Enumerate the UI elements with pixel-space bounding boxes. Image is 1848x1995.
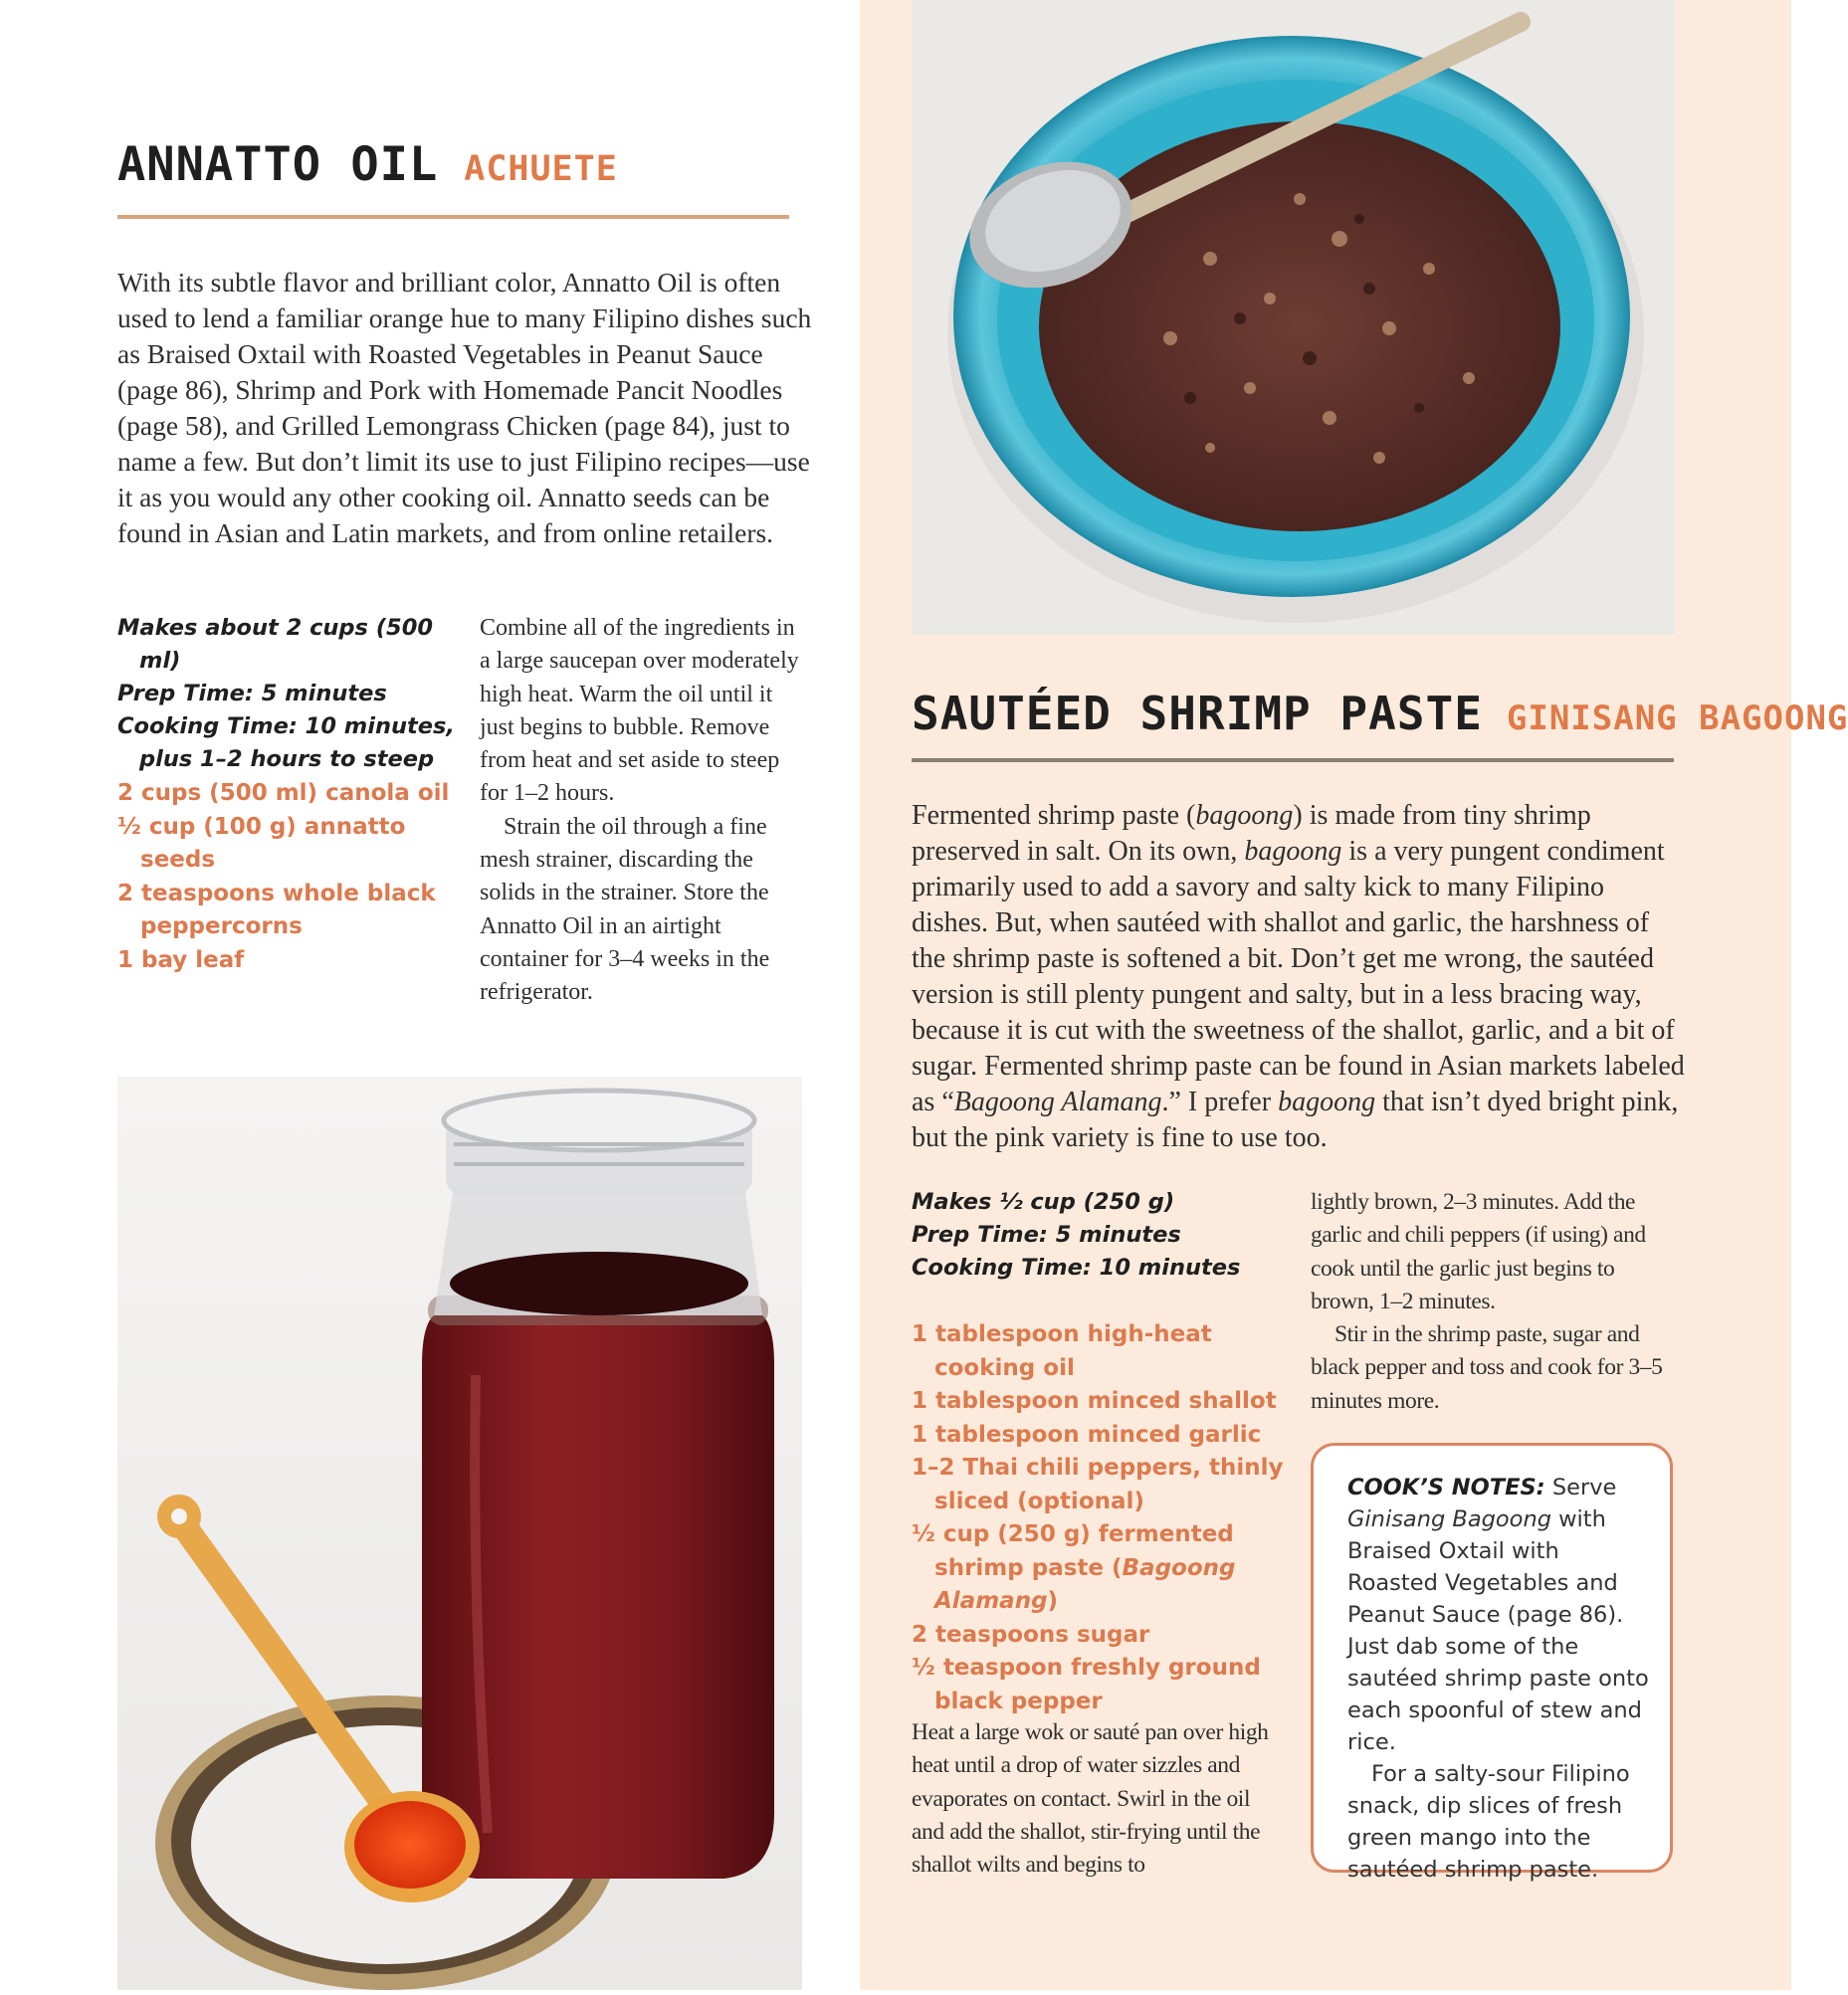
text-run: ) is made from tiny shrimp preserved in salt. On its own,	[912, 800, 1591, 867]
shrimp-meta	[912, 1186, 1290, 1285]
ingredient-item	[912, 1318, 1285, 1385]
italic-text: Ginisang Bagoong	[1347, 1506, 1551, 1532]
italic-text: Bagoong Alamang	[953, 1087, 1162, 1117]
text-run: 2 teaspoons sugar	[912, 1621, 1150, 1648]
italic-text: bagoong	[1195, 800, 1294, 831]
shrimp-yield: Makes ½ cup (250 g)	[912, 1189, 1175, 1215]
annatto-cook-time: Cooking Time: 10 minutes, plus 1–2 hours to steep	[117, 713, 455, 772]
text-run: )	[1047, 1588, 1059, 1614]
italic-text: Bagoong Alamang	[934, 1554, 1236, 1614]
shrimp-paste-bowl-image	[912, 0, 1675, 635]
ingredient-item	[912, 1518, 1285, 1619]
ingredient-item: 2 cups (500 ml) canola oil	[117, 780, 450, 806]
cooks-notes-paragraph	[1347, 1472, 1650, 1758]
ingredient-item: 2 teaspoons whole black peppercorns	[117, 880, 436, 939]
shrimp-cook-time: Cooking Time: 10 minutes	[912, 1255, 1241, 1281]
text-run: 1 tablespoon minced shallot	[912, 1388, 1277, 1414]
annatto-oil-jar-image	[117, 1077, 802, 1990]
text-run: 1 tablespoon high-heat cooking oil	[912, 1321, 1212, 1381]
annatto-yield: Makes about 2 cups (500 ml)	[117, 615, 433, 674]
method-paragraph: Strain the oil through a fine mesh strainer, discarding the solids in the strainer. Store the Annatto Oil in an airtight container for 3–4 weeks in the refrigerator.	[480, 813, 770, 1006]
annatto-title-rule	[117, 215, 789, 219]
text-run: .” I prefer	[1161, 1087, 1279, 1117]
annatto-oil-photo	[117, 1077, 802, 1990]
ingredient-item: ½ cup (100 g) annatto seeds	[117, 813, 406, 873]
ingredient-item	[912, 1652, 1285, 1718]
annatto-ingredient-list	[117, 777, 461, 977]
shrimp-method-continued	[1311, 1186, 1681, 1418]
text-run: Fermented shrimp paste (	[912, 800, 1196, 831]
text-run: ½ teaspoon freshly ground black pepper	[912, 1655, 1261, 1714]
cooks-notes-box	[1311, 1443, 1673, 1883]
text-run: ½ cup (250 g) fermented shrimp paste (	[912, 1521, 1234, 1581]
shrimp-paste-photo	[912, 0, 1675, 635]
annatto-title-main: ANNATTO OIL	[117, 137, 439, 192]
shrimp-title-main: SAUTÉED SHRIMP PASTE	[912, 687, 1483, 740]
text-run: that isn’t dyed bright pink, but the pink variety is fine to use too.	[912, 1087, 1679, 1153]
ingredient-item	[912, 1619, 1285, 1653]
annatto-title-sub: ACHUETE	[464, 149, 618, 189]
text-run: with Braised Oxtail with Roasted Vegetables and Peanut Sauce (page 86). Just dab some of the sautéed shrimp paste onto each spoonful of stew and rice.	[1347, 1506, 1649, 1755]
annatto-intro: With its subtle flavor and brilliant color, Annatto Oil is often used to lend a familiar orange hue to many Filipino dishes such as Braised Oxtail with Roasted Vegetables in Peanut Sauce (page 86), Shrimp and Pork with Homemade Pancit Noodles (page 58), and Grilled Lemongrass Chicken (page 84), just to name a few. But don’t limit its use to just Filipino recipes—use it as you would any other cooking oil. Annatto seeds can be found in Asian and Latin markets, and from online retailers.	[117, 267, 812, 548]
text-run: 1 tablespoon minced garlic	[912, 1421, 1262, 1448]
shrimp-method-1: Heat a large wok or sauté pan over high heat until a drop of water sizzles and evaporates on contact. Swirl in the oil and add the shallot, stir-frying until the shallot wilts and begins to	[912, 1719, 1269, 1879]
method-paragraph: Stir in the shrimp paste, sugar and black pepper and toss and cook for 3–5 minutes more.	[1311, 1321, 1663, 1414]
method-paragraph: lightly brown, 2–3 minutes. Add the garlic and chili peppers (if using) and cook until the garlic just begins to brown, 1–2 minutes.	[1311, 1189, 1646, 1314]
ingredient-item: 1 bay leaf	[117, 946, 245, 973]
ingredient-item	[912, 1385, 1285, 1419]
ingredient-item	[912, 1419, 1285, 1453]
cooks-notes-label: COOK’S NOTES:	[1347, 1475, 1545, 1500]
annatto-meta	[117, 612, 466, 776]
shrimp-title-rule	[912, 758, 1674, 762]
shrimp-ingredient-list	[912, 1318, 1285, 1718]
italic-text: bagoong	[1244, 836, 1342, 867]
annatto-prep-time: Prep Time: 5 minutes	[117, 681, 387, 706]
cooks-notes-paragraph: For a salty-sour Filipino snack, dip slices of fresh green mango into the sautéed shrimp paste.	[1347, 1761, 1630, 1883]
ingredient-item	[912, 1452, 1285, 1518]
shrimp-prep-time: Prep Time: 5 minutes	[912, 1222, 1181, 1248]
annatto-method	[480, 612, 808, 1010]
italic-text: bagoong	[1278, 1087, 1376, 1117]
shrimp-intro	[912, 798, 1686, 1156]
text-run: is a very pungent condiment primarily used to add a savory and salty kick to many Filipino dishes. But, when sautéed with shallot and garlic, the harshness of the shrimp paste is softened a bit. Don’t get me wrong, the sautéed version is still plenty pungent and salty, but in a less bracing way, because it is cut with the sweetness of the shallot, garlic, and a bit of sugar. Fermented shrimp paste can be found in Asian markets labeled as “	[912, 836, 1685, 1117]
method-paragraph: Combine all of the ingredients in a large saucepan over moderately high heat. Warm the oil until it just begins to bubble. Remove from heat and set aside to steep for 1–2 hours.	[480, 615, 799, 807]
text-run: 1–2 Thai chili peppers, thinly sliced (optional)	[912, 1455, 1284, 1514]
text-run: Serve	[1544, 1475, 1617, 1500]
annatto-title	[117, 137, 618, 192]
shrimp-title-sub: GINISANG BAGOONG	[1506, 698, 1848, 738]
shrimp-title	[912, 687, 1848, 740]
